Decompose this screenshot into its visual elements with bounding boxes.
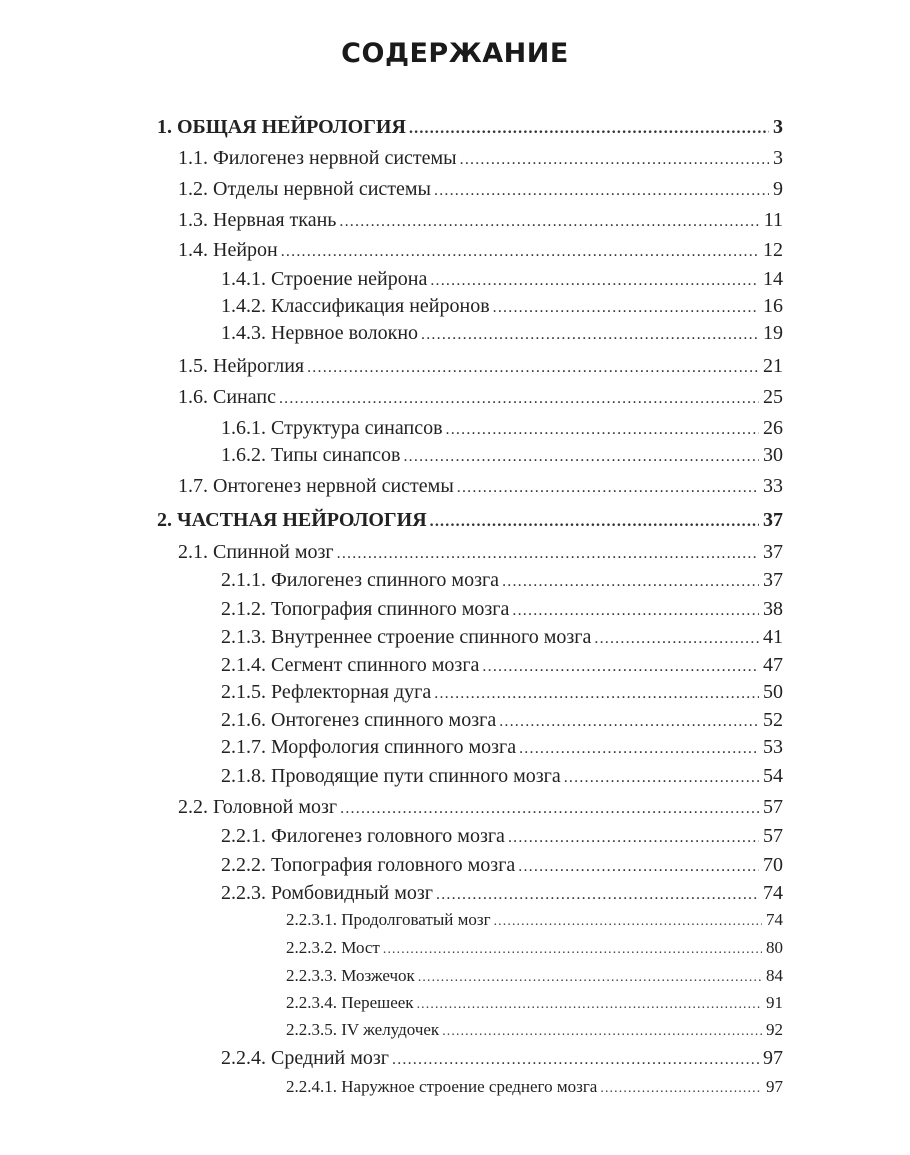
- toc-entry-label: 2.2.2. Топография головного мозга: [221, 854, 516, 876]
- toc-entry-page: 26: [763, 417, 783, 439]
- toc-entry[interactable]: [178, 239, 783, 262]
- toc-entry-page: 21: [763, 355, 783, 377]
- toc-entry[interactable]: [286, 1077, 783, 1097]
- leader-dots: [434, 685, 759, 703]
- leader-dots: [418, 969, 762, 985]
- toc-entry[interactable]: [221, 295, 783, 318]
- toc-entry-label: 2.2.3.5. IV желудочек: [286, 1020, 440, 1039]
- toc-entry[interactable]: [286, 993, 783, 1013]
- leader-dots: [519, 740, 759, 758]
- toc-entry-page: 41: [763, 626, 783, 648]
- toc-entry[interactable]: [221, 825, 783, 848]
- toc-entry-page: 47: [763, 654, 783, 676]
- leader-dots: [457, 479, 759, 497]
- toc-entry[interactable]: [221, 709, 783, 732]
- leader-dots: [279, 390, 759, 408]
- leader-dots: [409, 120, 769, 138]
- toc-entry-label: 1.4.1. Строение нейрона: [221, 268, 428, 290]
- toc-entry-label: 2.1.1. Филогенез спинного мозга: [221, 569, 500, 591]
- leader-dots: [502, 573, 759, 591]
- toc-entry-page: 19: [763, 322, 783, 344]
- leader-dots: [494, 913, 762, 929]
- toc-entry[interactable]: [178, 355, 783, 378]
- toc-entry[interactable]: [221, 444, 783, 467]
- toc-entry-label: 1.1. Филогенез нервной системы: [178, 147, 457, 169]
- toc-entry-page: 80: [766, 938, 783, 957]
- toc-entry-label: 2.2.3.3. Мозжечок: [286, 966, 415, 985]
- leader-dots: [482, 658, 759, 676]
- toc-entry-page: 50: [763, 681, 783, 703]
- toc-entry-page: 25: [763, 386, 783, 408]
- toc-entry[interactable]: [286, 966, 783, 986]
- leader-dots: [339, 213, 759, 231]
- toc-entry[interactable]: [178, 541, 783, 564]
- toc-entry-label: 1.4.3. Нервное волокно: [221, 322, 419, 344]
- toc-entry-label: 2.2.4.1. Наружное строение среднего мозга: [286, 1077, 598, 1096]
- toc-entry-label: 2.2.3.1. Продолговатый мозг: [286, 910, 491, 929]
- toc-entry[interactable]: [286, 910, 783, 930]
- toc-entry-label: 2.1.4. Сегмент спинного мозга: [221, 654, 480, 676]
- toc-entry-label: 2.2.1. Филогенез головного мозга: [221, 825, 505, 847]
- toc-entry-label: 2.2.3.2. Мост: [286, 938, 380, 957]
- leader-dots: [434, 182, 769, 200]
- toc-entry-page: 74: [763, 882, 783, 904]
- toc-entry-page: 3: [773, 116, 783, 138]
- toc-entry-page: 38: [763, 598, 783, 620]
- toc-entry[interactable]: [221, 654, 783, 677]
- toc-entry[interactable]: [157, 509, 783, 532]
- toc-entry-label: 1. ОБЩАЯ НЕЙРОЛОГИЯ: [157, 116, 406, 138]
- leader-dots: [600, 1080, 762, 1096]
- toc-entry[interactable]: [221, 626, 783, 649]
- toc-entry[interactable]: [221, 882, 783, 905]
- toc-entry-page: 52: [763, 709, 783, 731]
- toc-entry[interactable]: [221, 322, 783, 345]
- leader-dots: [508, 829, 759, 847]
- toc-entry-label: 1.6. Синапс: [178, 386, 276, 408]
- toc-entry-label: 2.1.3. Внутреннее строение спинного мозга: [221, 626, 592, 648]
- toc-entry-label: 2.2.4. Средний мозг: [221, 1047, 389, 1069]
- toc-entry-page: 37: [763, 509, 783, 531]
- toc-entry-label: 2.2.3.4. Перешеек: [286, 993, 414, 1012]
- toc-entry-label: 2.1.8. Проводящие пути спинного мозга: [221, 765, 561, 787]
- toc-entry-label: 2. ЧАСТНАЯ НЕЙРОЛОГИЯ: [157, 509, 427, 531]
- leader-dots: [421, 326, 759, 344]
- toc-entry-label: 2.1.5. Рефлекторная дуга: [221, 681, 432, 703]
- toc-entry[interactable]: [157, 116, 783, 139]
- toc-entry-label: 1.6.1. Структура синапсов: [221, 417, 443, 439]
- leader-dots: [340, 800, 759, 818]
- toc-entry[interactable]: [221, 1047, 783, 1070]
- toc-entry-label: 2.2. Головной мозг: [178, 796, 338, 818]
- toc-entry-label: 2.1. Спинной мозг: [178, 541, 334, 563]
- leader-dots: [499, 713, 759, 731]
- toc-entry[interactable]: [286, 938, 783, 958]
- toc-entry[interactable]: [221, 681, 783, 704]
- toc-entry-label: 2.1.2. Топография спинного мозга: [221, 598, 510, 620]
- leader-dots: [337, 545, 759, 563]
- toc-entry-page: 70: [763, 854, 783, 876]
- toc-entry-label: 1.3. Нервная ткань: [178, 209, 337, 231]
- toc-entry-page: 74: [766, 910, 783, 929]
- toc-entry[interactable]: [221, 569, 783, 592]
- leader-dots: [442, 1023, 762, 1039]
- leader-dots: [564, 769, 759, 787]
- toc-entry-label: 1.6.2. Типы синапсов: [221, 444, 401, 466]
- leader-dots: [430, 513, 759, 531]
- toc-entry[interactable]: [178, 209, 783, 232]
- toc-entry-label: 2.2.3. Ромбовидный мозг: [221, 882, 434, 904]
- toc-entry[interactable]: [221, 268, 783, 291]
- toc-entry[interactable]: [221, 736, 783, 759]
- toc-entry-label: 1.2. Отделы нервной системы: [178, 178, 431, 200]
- toc-entry-page: 30: [763, 444, 783, 466]
- leader-dots: [446, 421, 759, 439]
- toc-entry[interactable]: [178, 147, 783, 170]
- leader-dots: [430, 272, 759, 290]
- leader-dots: [512, 602, 759, 620]
- leader-dots: [417, 996, 762, 1012]
- toc-entry-page: 3: [773, 147, 783, 169]
- toc-entry[interactable]: [286, 1020, 783, 1040]
- toc-entry-page: 57: [763, 825, 783, 847]
- toc-entry-page: 14: [763, 268, 783, 290]
- leader-dots: [518, 858, 759, 876]
- leader-dots: [403, 448, 759, 466]
- toc-entry-label: 1.4.2. Классификация нейронов: [221, 295, 490, 317]
- toc-entry[interactable]: [178, 796, 783, 819]
- toc-entry-page: 92: [766, 1020, 783, 1039]
- leader-dots: [594, 630, 759, 648]
- toc-entry-label: 1.7. Онтогенез нервной системы: [178, 475, 454, 497]
- toc-entry[interactable]: [221, 765, 783, 788]
- leader-dots: [307, 359, 759, 377]
- toc-entry[interactable]: [178, 475, 783, 498]
- toc-entry-page: 91: [766, 993, 783, 1012]
- toc-entry-page: 37: [763, 569, 783, 591]
- leader-dots: [460, 151, 769, 169]
- page-title: СОДЕРЖАНИЕ: [341, 38, 569, 69]
- leader-dots: [493, 299, 759, 317]
- toc-entry-page: 97: [763, 1047, 783, 1069]
- toc-entry-page: 53: [763, 736, 783, 758]
- toc-entry-label: 1.5. Нейроглия: [178, 355, 305, 377]
- toc-entry-page: 12: [763, 239, 783, 261]
- toc-entry-page: 97: [766, 1077, 783, 1096]
- toc-entry-label: 2.1.7. Морфология спинного мозга: [221, 736, 517, 758]
- toc-entry-page: 9: [773, 178, 783, 200]
- toc-entry-page: 16: [763, 295, 783, 317]
- toc-entry-page: 37: [763, 541, 783, 563]
- leader-dots: [436, 886, 759, 904]
- toc-entry-page: 84: [766, 966, 783, 985]
- toc-entry[interactable]: [221, 854, 783, 877]
- toc-entry[interactable]: [221, 598, 783, 621]
- toc-entry[interactable]: [178, 178, 783, 201]
- toc-entry-page: 11: [763, 209, 783, 231]
- toc-entry[interactable]: [178, 386, 783, 409]
- leader-dots: [392, 1051, 759, 1069]
- toc-entry-label: 2.1.6. Онтогенез спинного мозга: [221, 709, 497, 731]
- leader-dots: [383, 941, 762, 957]
- toc-entry-page: 33: [763, 475, 783, 497]
- toc-entry[interactable]: [221, 417, 783, 440]
- leader-dots: [281, 243, 759, 261]
- toc-entry-page: 57: [763, 796, 783, 818]
- toc-entry-page: 54: [763, 765, 783, 787]
- toc-entry-label: 1.4. Нейрон: [178, 239, 278, 261]
